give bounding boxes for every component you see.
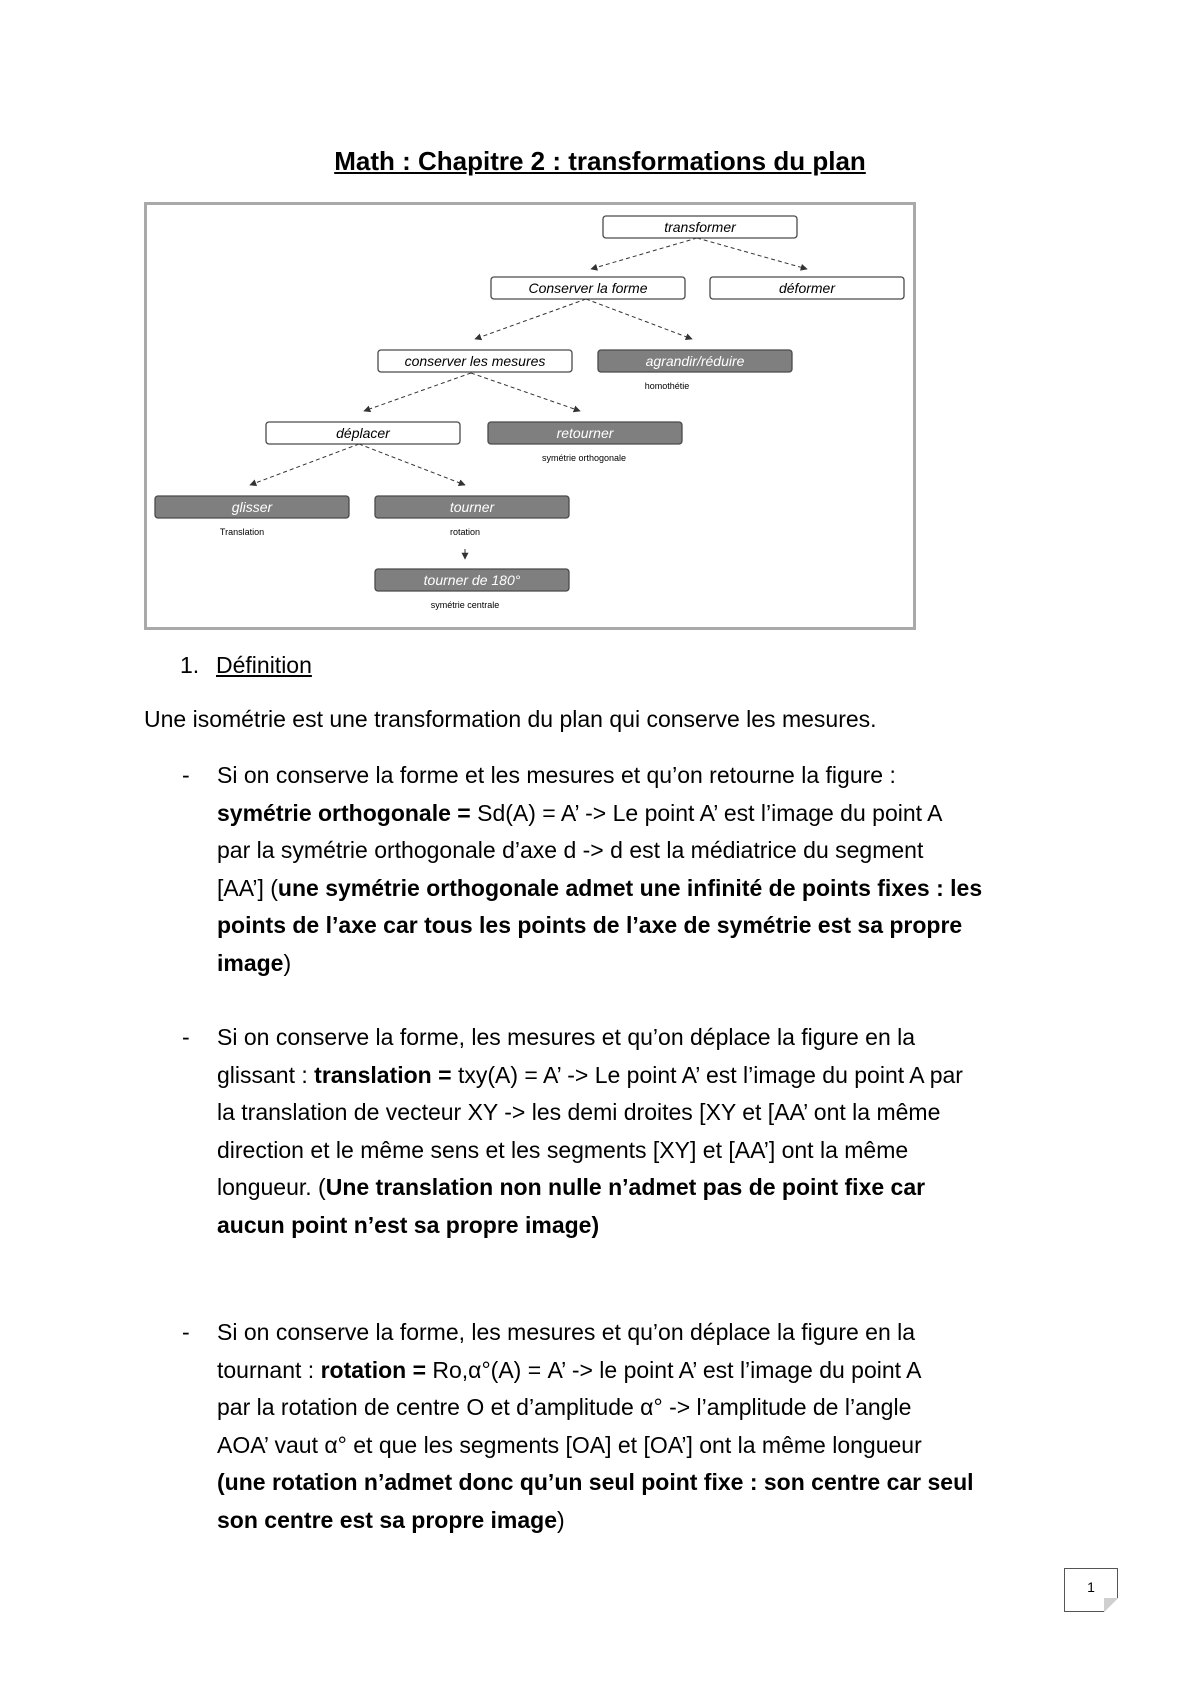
node-label: conserver les mesures	[404, 353, 546, 369]
node-transformer	[603, 216, 797, 238]
text-line: son centre est sa propre image)	[217, 1506, 565, 1533]
text-line: longueur. (Une translation non nulle n’admet pas de point fixe car	[217, 1174, 926, 1200]
text-line: image)	[217, 949, 292, 976]
node-label: agrandir/réduire	[645, 353, 745, 369]
section-heading-label: Définition	[216, 652, 312, 678]
text-line: glissant : translation = txy(A) = A’ -> Le point A’ est l’image du point A par	[217, 1061, 963, 1088]
list-item	[182, 1019, 1062, 1244]
arrow-mesures-deplacer	[364, 373, 471, 411]
text-line: par la symétrie orthogonale d’axe d -> d est la médiatrice du segment	[217, 837, 924, 863]
text-line: par la rotation de centre O et d’amplitude α° -> l’amplitude de l’angle	[217, 1394, 912, 1420]
node-label: retourner	[556, 425, 614, 441]
text-line: Si on conserve la forme et les mesures et qu’on retourne la figure :	[217, 762, 896, 788]
node-sublabel: homothétie	[644, 381, 690, 391]
list-item	[182, 1314, 1062, 1539]
intro-paragraph: Une isométrie est une transformation du plan qui conserve les mesures.	[144, 706, 877, 732]
text-line: Si on conserve la forme, les mesures et qu’on déplace la figure en la	[217, 1024, 916, 1050]
node-deformer	[710, 277, 904, 299]
list-dash: -	[182, 762, 190, 788]
arrow-deplacer-glisser	[250, 444, 359, 485]
list-item-content	[217, 1314, 1062, 1539]
node-sublabel: Translation	[219, 527, 265, 537]
arrow-root-deformer	[697, 238, 807, 269]
arrow-deplacer-tourner	[359, 444, 465, 485]
section-number: 1.	[180, 652, 200, 678]
node-label: Conserver la forme	[528, 280, 648, 296]
text-line: points de l’axe car tous les points de l’axe de symétrie est sa propre	[217, 912, 963, 938]
node-deplacer	[266, 422, 460, 444]
node-agrandir-reduire	[598, 350, 792, 391]
list-item	[182, 757, 1062, 982]
page-number-box	[1064, 1568, 1118, 1612]
arrow-root-conserver	[591, 238, 697, 269]
list-dash: -	[182, 1319, 190, 1345]
text-line: la translation de vecteur XY -> les demi droites [XY et [AA’ ont la même	[217, 1099, 941, 1125]
node-tourner-180	[375, 569, 569, 610]
transformations-diagram	[144, 202, 916, 630]
node-retourner	[488, 422, 682, 463]
node-glisser	[155, 496, 349, 537]
page-number: 1	[1087, 1579, 1095, 1595]
node-label: transformer	[664, 219, 736, 235]
diagram-svg	[147, 205, 913, 627]
list-item-content	[217, 757, 1062, 982]
arrow-forme-agrandir	[586, 299, 692, 339]
arrow-mesures-retourner	[471, 373, 580, 411]
page-fold-icon	[1104, 1598, 1118, 1612]
text-line: (une rotation n’admet donc qu’un seul point fixe : son centre car seul	[217, 1469, 974, 1495]
node-sublabel: rotation	[449, 527, 481, 537]
node-sublabel: symétrie orthogonale	[541, 453, 627, 463]
arrow-forme-mesures	[475, 299, 586, 339]
node-label: glisser	[231, 499, 273, 515]
text-line: direction et le même sens et les segments [XY] et [AA’] ont la même	[217, 1136, 909, 1163]
text-line: symétrie orthogonale = Sd(A) = A’ -> Le point A’ est l’image du point A	[217, 799, 943, 826]
node-label: tourner de 180°	[423, 572, 521, 588]
node-label: déformer	[778, 280, 836, 296]
text-line: AOA’ vaut α° et que les segments [OA] et [OA’] ont la même longueur	[217, 1431, 922, 1458]
list-item-content	[217, 1019, 1062, 1244]
section-heading	[180, 652, 312, 679]
text-line: Si on conserve la forme, les mesures et qu’on déplace la figure en la	[217, 1319, 916, 1345]
text-line: aucun point n’est sa propre image)	[217, 1211, 600, 1238]
node-conserver-forme	[491, 277, 685, 299]
node-sublabel: symétrie centrale	[430, 600, 500, 610]
node-conserver-mesures	[378, 350, 572, 372]
node-label: déplacer	[336, 425, 390, 441]
node-tourner	[375, 496, 569, 537]
list-dash: -	[182, 1024, 190, 1050]
page-title: Math : Chapitre 2 : transformations du plan	[334, 146, 866, 176]
node-label: tourner	[449, 499, 495, 515]
text-line: [AA’] (une symétrie orthogonale admet une infinité de points fixes : les	[217, 874, 983, 901]
text-line: tournant : rotation = Ro,α°(A) = A’ -> le point A’ est l’image du point A	[217, 1356, 922, 1383]
